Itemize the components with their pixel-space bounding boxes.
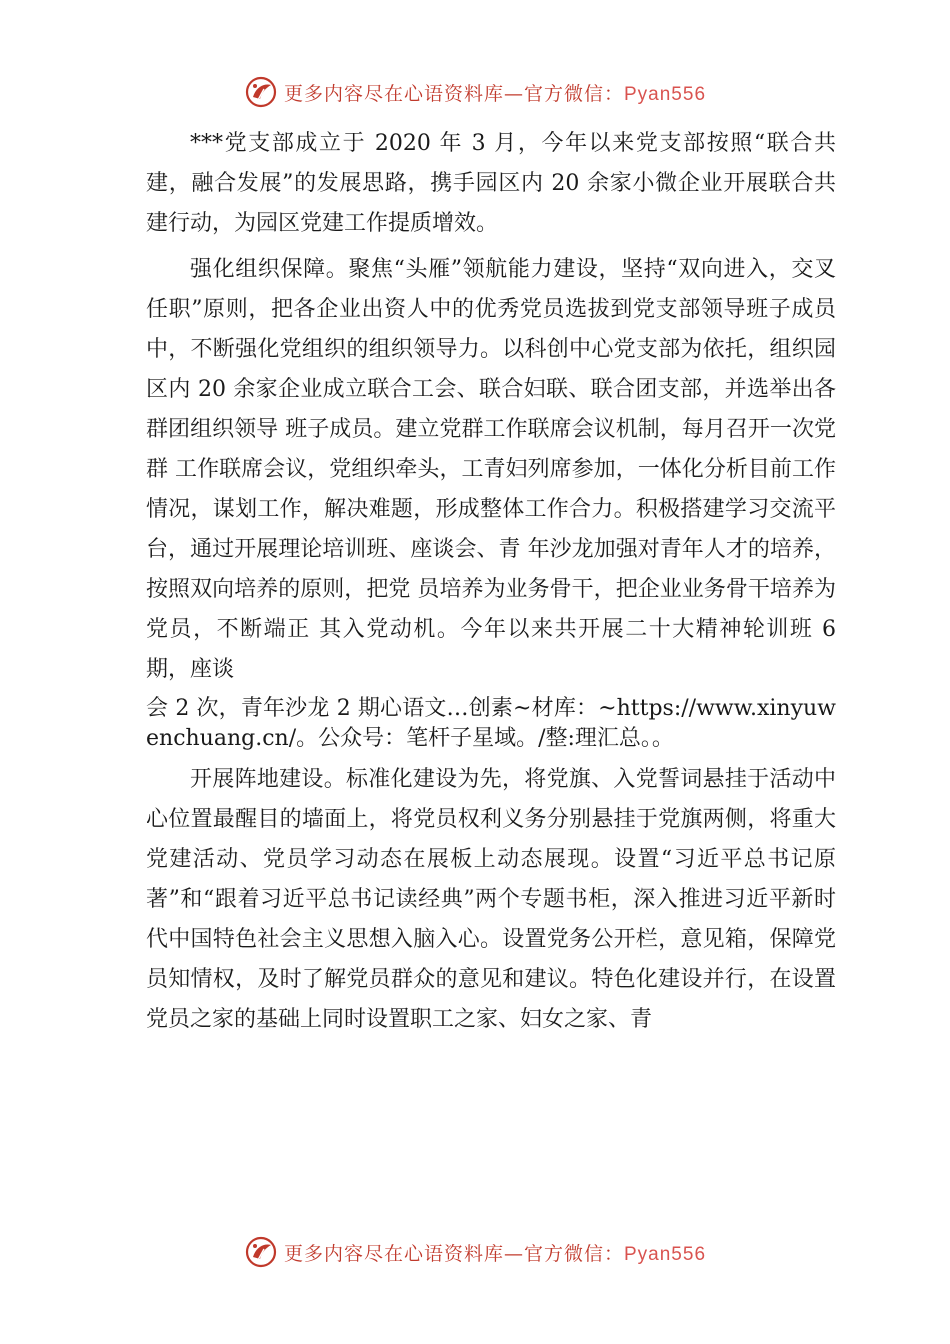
brand-logo-icon [244,75,278,109]
footer-banner-text [284,1239,706,1266]
paragraph-position-building: 开展阵地建设。标准化建设为先，将党旗、入党誓词悬挂于活动中心位置最醒目的墙面上，将党员权利义务分别悬挂于党旗两侧，将重大党建活动、党员学习动态在展板上动态展现。设置“习近平总书记原著”和“跟着习近平总书记读经典”两个专题书柜，深入推进习近平新时代中国特色社会主义思想入脑入心。设置党务公开栏，意见箱，保障党员知情权，及时了解党员群众的意见和建议。特色化建设并行，在设置党员之家的基础上同时设置职工之家、妇女之家、青 [146,767,836,1032]
brand-logo-icon [244,1235,278,1269]
header-banner-text [284,79,706,106]
header-watermark-banner [0,72,950,112]
paragraph-intro: ***党支部成立于 2020 年 3 月，今年以来党支部按照“联合共建，融合发展”的发展思路，携手园区内 20 余家小微企业开展联合共建行动，为园区党建工作提质增效。 [146,131,836,236]
paragraph-organization: 强化组织保障。聚焦“头雁”领航能力建设，坚持“双向进入，交叉任职”原则，把各企业出资人中的优秀党员选拔到党支部领导班子成员中，不断强化党组织的组织领导力。以科创中心党支部为依托，组织园区内 20 余家企业成立联合工会、联合妇联、联合团支部，并选举出各群团组织领导 班子成员。建立党群工作联席会议机制，每月召开一次党群 工作联席会议，党组织牵头，工青妇列席参加，一体化分析目前工作情况，谋划工作，解决难题，形成整体工作合力。积极搭建学习交流平台，通过开展理论培训班、座谈会、青 年沙龙加强对青年人才的培养，按照双向培养的原则，把党 员培养为业务骨干，把企业业务骨干培养为党员，不断端正 其入党动机。今年以来共开展二十大精神轮训班 6 期，座谈 [146,257,836,682]
paragraph-continuation: 会 2 次，青年沙龙 2 期心语文…创素~材库：~https://www.xinyuwenchuang.cn/。公众号：笔杆子星域。/整:理汇总。。 [146,696,836,751]
document-body [146,124,836,1040]
footer-banner-main: 更多内容尽在心语资料库—官方微信： [283,1242,624,1265]
header-banner-main: 更多内容尽在心语资料库—官方微信： [283,82,624,105]
footer-banner-wechat: Pyan556 [624,1243,707,1265]
footer-watermark-banner [0,1232,950,1272]
header-banner-wechat: Pyan556 [624,83,707,105]
